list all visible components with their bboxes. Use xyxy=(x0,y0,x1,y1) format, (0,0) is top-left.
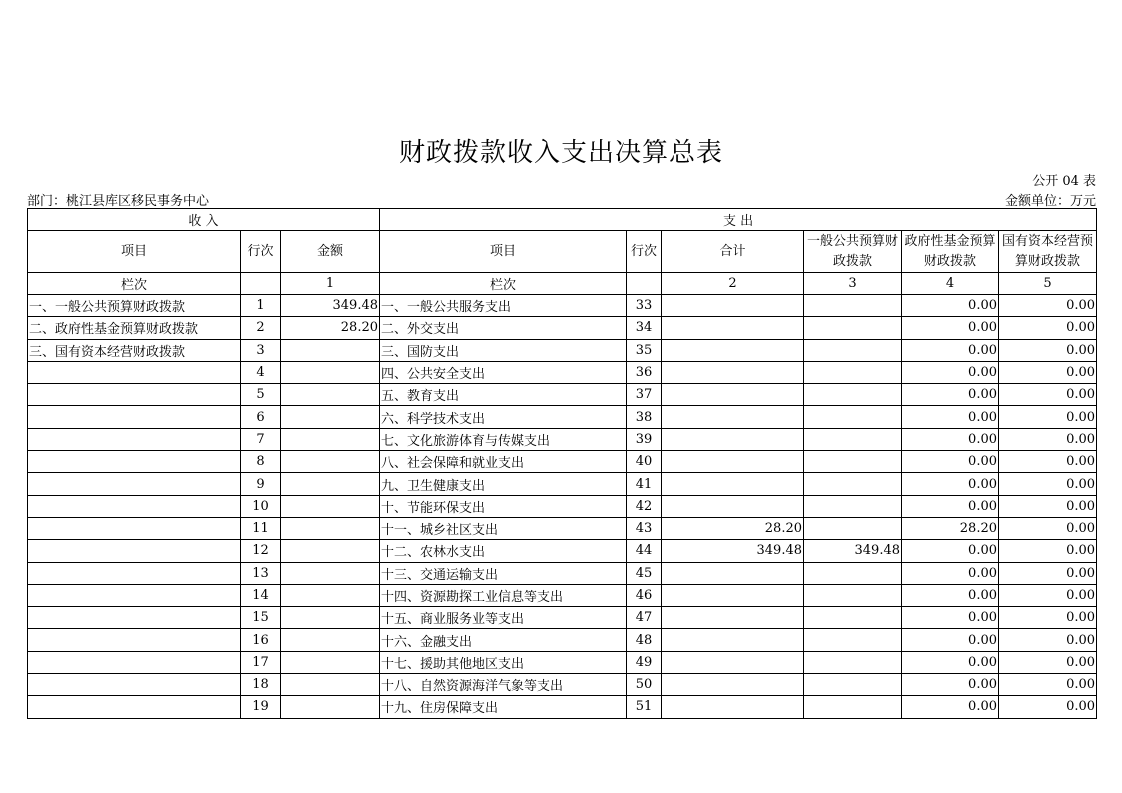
general-budget-cell xyxy=(804,517,902,539)
expense-line-cell: 45 xyxy=(627,562,662,584)
gov-fund-cell: 0.00 xyxy=(902,651,999,673)
budget-table xyxy=(27,208,1097,719)
income-item-cell xyxy=(28,451,241,473)
expense-item-cell: 二、外交支出 xyxy=(380,317,627,339)
income-line-cell: 17 xyxy=(241,651,281,673)
total-cell xyxy=(662,473,804,495)
general-budget-cell xyxy=(804,317,902,339)
table-row xyxy=(28,540,1097,562)
table-row xyxy=(28,473,1097,495)
unit-label: 金额单位：万元 xyxy=(1004,194,1096,209)
gov-fund-header: 政府性基金预算财政拨款 xyxy=(902,231,999,273)
general-budget-cell xyxy=(804,361,902,383)
general-budget-cell xyxy=(804,584,902,606)
income-line-cell: 7 xyxy=(241,428,281,450)
total-cell: 349.48 xyxy=(662,540,804,562)
general-budget-cell xyxy=(804,562,902,584)
expense-line-cell: 40 xyxy=(627,451,662,473)
state-capital-cell: 0.00 xyxy=(999,540,1097,562)
expense-item-cell: 八、社会保障和就业支出 xyxy=(380,451,627,473)
state-capital-cell: 0.00 xyxy=(999,451,1097,473)
table-row xyxy=(28,428,1097,450)
state-capital-cell: 0.00 xyxy=(999,651,1097,673)
general-budget-header: 一般公共预算财政拨款 xyxy=(804,231,902,273)
state-capital-cell: 0.00 xyxy=(999,607,1097,629)
expense-line-cell: 49 xyxy=(627,651,662,673)
income-item-cell xyxy=(28,607,241,629)
gov-fund-cell: 0.00 xyxy=(902,295,999,317)
table-row xyxy=(28,607,1097,629)
income-item-cell xyxy=(28,473,241,495)
total-cell xyxy=(662,495,804,517)
table-row xyxy=(28,451,1097,473)
total-header: 合计 xyxy=(662,231,804,273)
gov-fund-cell: 0.00 xyxy=(902,361,999,383)
income-item-cell xyxy=(28,562,241,584)
income-line-cell: 3 xyxy=(241,339,281,361)
income-amount-cell xyxy=(281,562,380,584)
income-amount-cell xyxy=(281,473,380,495)
gov-fund-cell: 0.00 xyxy=(902,584,999,606)
general-budget-cell xyxy=(804,674,902,696)
expense-line-cell: 43 xyxy=(627,517,662,539)
total-cell xyxy=(662,361,804,383)
expense-item-cell: 一、一般公共服务支出 xyxy=(380,295,627,317)
income-item-cell xyxy=(28,517,241,539)
state-capital-cell: 0.00 xyxy=(999,317,1097,339)
state-capital-cell: 0.00 xyxy=(999,428,1097,450)
expense-line-cell: 35 xyxy=(627,339,662,361)
column-number: 1 xyxy=(281,273,380,295)
income-item-cell xyxy=(28,696,241,718)
general-budget-cell xyxy=(804,629,902,651)
table-row xyxy=(28,361,1097,383)
gov-fund-cell: 0.00 xyxy=(902,451,999,473)
total-cell xyxy=(662,317,804,339)
income-amount-cell xyxy=(281,540,380,562)
gov-fund-cell: 0.00 xyxy=(902,384,999,406)
general-budget-cell xyxy=(804,495,902,517)
expense-item-cell: 十八、自然资源海洋气象等支出 xyxy=(380,674,627,696)
state-capital-cell: 0.00 xyxy=(999,339,1097,361)
state-capital-cell: 0.00 xyxy=(999,584,1097,606)
expense-item-cell: 六、科学技术支出 xyxy=(380,406,627,428)
income-line-cell: 16 xyxy=(241,629,281,651)
state-capital-cell: 0.00 xyxy=(999,517,1097,539)
income-amount-cell xyxy=(281,696,380,718)
state-capital-cell: 0.00 xyxy=(999,674,1097,696)
income-amount-cell xyxy=(281,607,380,629)
expense-line-cell: 50 xyxy=(627,674,662,696)
gov-fund-cell: 0.00 xyxy=(902,562,999,584)
total-cell xyxy=(662,406,804,428)
income-amount-cell xyxy=(281,451,380,473)
income-item-cell xyxy=(28,584,241,606)
expense-item-cell: 三、国防支出 xyxy=(380,339,627,361)
income-item-cell: 三、国有资本经营财政拨款 xyxy=(28,339,241,361)
column-number: 4 xyxy=(902,273,999,295)
total-cell xyxy=(662,674,804,696)
income-item-cell xyxy=(28,651,241,673)
income-amount-cell xyxy=(281,384,380,406)
table-row xyxy=(28,651,1097,673)
column-number: 5 xyxy=(999,273,1097,295)
income-line-cell: 15 xyxy=(241,607,281,629)
expense-item-cell: 十四、资源勘探工业信息等支出 xyxy=(380,584,627,606)
expense-item-cell: 十、节能环保支出 xyxy=(380,495,627,517)
income-amount-cell xyxy=(281,517,380,539)
total-cell xyxy=(662,696,804,718)
income-line-cell: 1 xyxy=(241,295,281,317)
gov-fund-cell: 0.00 xyxy=(902,473,999,495)
form-number: 公开 04 表 xyxy=(1032,174,1096,189)
expense-line-cell: 37 xyxy=(627,384,662,406)
income-amount-cell xyxy=(281,406,380,428)
income-amount-cell xyxy=(281,428,380,450)
state-capital-cell: 0.00 xyxy=(999,361,1097,383)
total-cell xyxy=(662,384,804,406)
income-line-cell: 11 xyxy=(241,517,281,539)
income-line-cell: 5 xyxy=(241,384,281,406)
expense-item-cell: 十六、金融支出 xyxy=(380,629,627,651)
income-item-header: 项目 xyxy=(28,231,241,273)
expense-line-cell: 39 xyxy=(627,428,662,450)
income-line-cell: 9 xyxy=(241,473,281,495)
expense-line-cell: 48 xyxy=(627,629,662,651)
income-amount-cell xyxy=(281,629,380,651)
column-label: 栏次 xyxy=(28,273,241,295)
state-capital-header: 国有资本经营预算财政拨款 xyxy=(999,231,1097,273)
gov-fund-cell: 0.00 xyxy=(902,540,999,562)
gov-fund-cell: 0.00 xyxy=(902,607,999,629)
income-item-cell xyxy=(28,495,241,517)
expense-line-cell: 47 xyxy=(627,607,662,629)
total-cell: 28.20 xyxy=(662,517,804,539)
gov-fund-cell: 28.20 xyxy=(902,517,999,539)
table-row xyxy=(28,339,1097,361)
income-line-cell: 8 xyxy=(241,451,281,473)
total-cell xyxy=(662,584,804,606)
column-label: 栏次 xyxy=(380,273,627,295)
general-budget-cell xyxy=(804,428,902,450)
income-amount-cell xyxy=(281,495,380,517)
expense-item-cell: 九、卫生健康支出 xyxy=(380,473,627,495)
total-cell xyxy=(662,651,804,673)
expense-item-cell: 四、公共安全支出 xyxy=(380,361,627,383)
table-row xyxy=(28,562,1097,584)
total-cell xyxy=(662,607,804,629)
income-header: 收 入 xyxy=(28,209,380,231)
general-budget-cell xyxy=(804,406,902,428)
department-label: 部门：桃江县库区移民事务中心 xyxy=(27,194,210,209)
general-budget-cell xyxy=(804,651,902,673)
gov-fund-cell: 0.00 xyxy=(902,696,999,718)
expense-line-cell: 38 xyxy=(627,406,662,428)
income-item-cell xyxy=(28,540,241,562)
total-cell xyxy=(662,562,804,584)
income-amount-cell: 28.20 xyxy=(281,317,380,339)
general-budget-cell xyxy=(804,339,902,361)
income-item-cell xyxy=(28,361,241,383)
gov-fund-cell: 0.00 xyxy=(902,406,999,428)
expense-item-header: 项目 xyxy=(380,231,627,273)
state-capital-cell: 0.00 xyxy=(999,295,1097,317)
general-budget-cell xyxy=(804,696,902,718)
income-amount-cell: 349.48 xyxy=(281,295,380,317)
table-row xyxy=(28,495,1097,517)
general-budget-cell xyxy=(804,607,902,629)
state-capital-cell: 0.00 xyxy=(999,629,1097,651)
income-amount-cell xyxy=(281,674,380,696)
income-item-cell xyxy=(28,674,241,696)
income-amount-cell xyxy=(281,651,380,673)
general-budget-cell xyxy=(804,384,902,406)
income-line-cell: 12 xyxy=(241,540,281,562)
empty-cell xyxy=(627,273,662,295)
column-number: 3 xyxy=(804,273,902,295)
total-cell xyxy=(662,428,804,450)
income-amount-cell xyxy=(281,584,380,606)
expense-item-cell: 十七、援助其他地区支出 xyxy=(380,651,627,673)
expense-item-cell: 十三、交通运输支出 xyxy=(380,562,627,584)
expense-line-cell: 46 xyxy=(627,584,662,606)
table-row xyxy=(28,406,1097,428)
expense-header: 支 出 xyxy=(380,209,1097,231)
income-amount-cell xyxy=(281,339,380,361)
table-row xyxy=(28,584,1097,606)
total-cell xyxy=(662,451,804,473)
state-capital-cell: 0.00 xyxy=(999,406,1097,428)
income-item-cell xyxy=(28,428,241,450)
expense-item-cell: 十九、住房保障支出 xyxy=(380,696,627,718)
income-line-cell: 10 xyxy=(241,495,281,517)
expense-item-cell: 十五、商业服务业等支出 xyxy=(380,607,627,629)
income-line-cell: 18 xyxy=(241,674,281,696)
state-capital-cell: 0.00 xyxy=(999,696,1097,718)
income-amount-cell xyxy=(281,361,380,383)
expense-item-cell: 十二、农林水支出 xyxy=(380,540,627,562)
income-item-cell xyxy=(28,629,241,651)
expense-line-header: 行次 xyxy=(627,231,662,273)
income-item-cell xyxy=(28,384,241,406)
income-line-cell: 2 xyxy=(241,317,281,339)
gov-fund-cell: 0.00 xyxy=(902,629,999,651)
general-budget-cell xyxy=(804,451,902,473)
gov-fund-cell: 0.00 xyxy=(902,674,999,696)
gov-fund-cell: 0.00 xyxy=(902,317,999,339)
income-amount-header: 金额 xyxy=(281,231,380,273)
income-line-cell: 14 xyxy=(241,584,281,606)
empty-cell xyxy=(241,273,281,295)
income-line-header: 行次 xyxy=(241,231,281,273)
table-row xyxy=(28,384,1097,406)
table-row xyxy=(28,629,1097,651)
state-capital-cell: 0.00 xyxy=(999,562,1097,584)
table-row xyxy=(28,674,1097,696)
column-number: 2 xyxy=(662,273,804,295)
income-item-cell: 一、一般公共预算财政拨款 xyxy=(28,295,241,317)
expense-line-cell: 33 xyxy=(627,295,662,317)
page-title: 财政拨款收入支出决算总表 xyxy=(398,138,723,168)
expense-line-cell: 51 xyxy=(627,696,662,718)
expense-item-cell: 七、文化旅游体育与传媒支出 xyxy=(380,428,627,450)
expense-line-cell: 34 xyxy=(627,317,662,339)
expense-line-cell: 41 xyxy=(627,473,662,495)
total-cell xyxy=(662,295,804,317)
gov-fund-cell: 0.00 xyxy=(902,495,999,517)
income-item-cell: 二、政府性基金预算财政拨款 xyxy=(28,317,241,339)
income-item-cell xyxy=(28,406,241,428)
gov-fund-cell: 0.00 xyxy=(902,428,999,450)
state-capital-cell: 0.00 xyxy=(999,495,1097,517)
general-budget-cell: 349.48 xyxy=(804,540,902,562)
state-capital-cell: 0.00 xyxy=(999,473,1097,495)
table-body xyxy=(28,295,1097,719)
state-capital-cell: 0.00 xyxy=(999,384,1097,406)
table-row xyxy=(28,317,1097,339)
income-line-cell: 4 xyxy=(241,361,281,383)
expense-line-cell: 44 xyxy=(627,540,662,562)
table-row xyxy=(28,517,1097,539)
expense-item-cell: 十一、城乡社区支出 xyxy=(380,517,627,539)
general-budget-cell xyxy=(804,473,902,495)
gov-fund-cell: 0.00 xyxy=(902,339,999,361)
expense-item-cell: 五、教育支出 xyxy=(380,384,627,406)
total-cell xyxy=(662,339,804,361)
total-cell xyxy=(662,629,804,651)
income-line-cell: 19 xyxy=(241,696,281,718)
income-line-cell: 6 xyxy=(241,406,281,428)
general-budget-cell xyxy=(804,295,902,317)
table-row xyxy=(28,295,1097,317)
income-line-cell: 13 xyxy=(241,562,281,584)
expense-line-cell: 36 xyxy=(627,361,662,383)
expense-line-cell: 42 xyxy=(627,495,662,517)
table-row xyxy=(28,696,1097,718)
